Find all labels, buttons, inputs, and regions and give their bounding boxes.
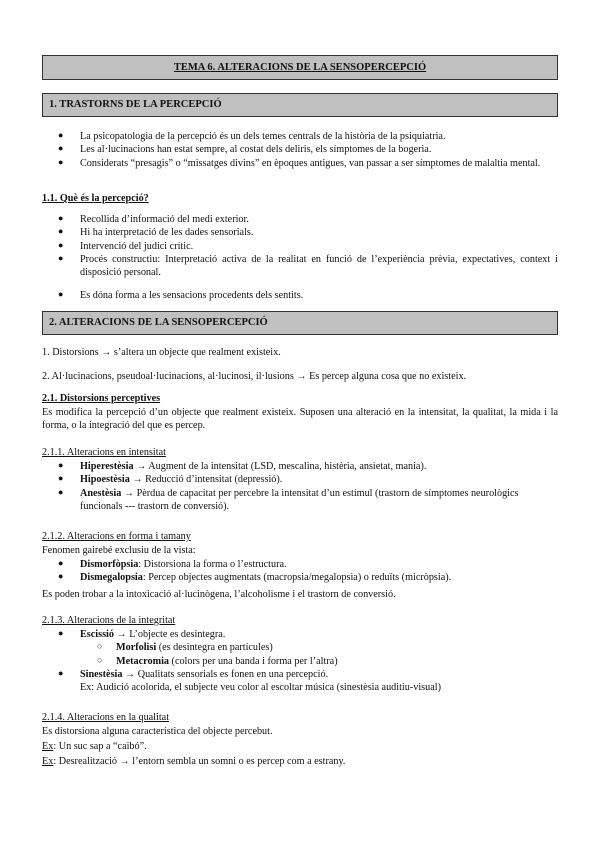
term: Metacromia [116, 655, 169, 667]
bullet-item: ● Considerats “presagis” o “missatges divins” en èpoques antigues, van passar a ser símptomes de malaltia mental. [42, 157, 558, 170]
bullet-item: ● Intervenció del judici crític. [42, 240, 558, 253]
bullet-item: ● Es dóna forma a les sensacions procedents dels sentits. [42, 289, 558, 302]
subsection-2-1-text: Es modifica la percepció d’un objecte que realment existeix. Suposen una alteració en la intensitat, la qualitat, la mida i la forma, o la integració del que es percep. [42, 407, 558, 432]
bullet-item: ● Hi ha interpretació de les dades sensorials. [42, 226, 558, 239]
description: → L’objecte es desintegra. [113, 629, 226, 640]
subsection-2-1-3-heading: 2.1.3. Alteracions de la integritat [42, 615, 176, 626]
bullet-item: ● Recollida d’informació del medi exterior. [42, 213, 558, 226]
subsection-2-1-2-heading: 2.1.2. Alteracions en forma i tamany [42, 531, 191, 542]
example-label: Ex [42, 741, 54, 752]
extra-bullet [42, 289, 558, 302]
sub-list-item [42, 641, 558, 654]
subsection-2-1-2-intro: Fenomen gairebé exclusiu de la vista: [42, 545, 196, 556]
subsection-2-1-heading: 2.1. Distorsions perceptives [42, 393, 161, 404]
term: Hiperestèsia [80, 461, 134, 472]
section-2-item-1: 1. Distorsions → s’altera un objecte que realment existeix. [42, 347, 281, 358]
section-2-item-2: 2. Al·lucinacions, pseudoal·lucinacions, al·lucinosi, il·lusions → Es percep alguna cosa que no existeix. [42, 371, 467, 382]
list-item [42, 460, 558, 473]
description: (colors per una banda i forma per l’altra) [169, 655, 338, 667]
subsection-2-1-2-after: Es poden trobar a la intoxicació al·lucinògena, l’alcoholisme i el trastorn de conversió. [42, 589, 396, 600]
term: Sinestèsia [80, 668, 123, 680]
list-item [42, 487, 558, 514]
subsection-2-1-2-list [42, 558, 558, 585]
description: → Augment de la intensitat (LSD, mescalina, histèria, ansietat, mania). [133, 461, 427, 472]
example-text: : Un suc sap a “caibó”. [53, 741, 147, 752]
sub-list-item [42, 655, 558, 668]
list-item [42, 628, 558, 641]
list-item [42, 558, 558, 571]
subsection-2-1-4-heading: 2.1.4. Alteracions en la qualitat [42, 712, 170, 723]
bullet-item: ● Procés constructiu: Interpretació activa de la realitat en funció de l’experiència prèvia, expectatives, context i disposició personal. [42, 253, 558, 280]
term: Dismegalopsia [80, 572, 143, 584]
section-1-bullets [42, 130, 558, 170]
document-title: TEMA 6. ALTERACIONS DE LA SENSOPERCEPCIÓ [42, 55, 558, 80]
example-label: Ex [42, 756, 54, 767]
description: : Distorsiona la forma o l’estructura. [138, 559, 287, 570]
subsection-1-1-heading: 1.1. Què és la percepció? [42, 193, 149, 204]
bullet-item: ● La psicopatologia de la percepció és un dels temes centrals de la història de la psiquiatria. [42, 130, 558, 143]
term: Morfolisi [116, 642, 157, 654]
example-1 [42, 740, 558, 753]
description: → Reducció d’intensitat (depressió). [129, 474, 283, 486]
example-text: Ex: Audició acolorida, el subjecte veu color al escoltar música (sinestèsia auditiu-visual) [80, 682, 441, 693]
list-item [42, 668, 558, 681]
subsection-2-1-3-list [42, 628, 558, 694]
subsection-2-1-1-list [42, 460, 558, 513]
list-item [42, 473, 558, 486]
term: Dismorfòpsia [80, 559, 139, 570]
example-text: : Desrealització → l’entorn sembla un somni o es percep com a estrany. [53, 756, 346, 767]
term: Anestèsia [80, 487, 122, 499]
term: Hipoestèsia [80, 474, 130, 486]
subsection-2-1-1-heading: 2.1.1. Alteracions en intensitat [42, 447, 166, 458]
description: → Qualitats sensorials es fonen en una percepció. [122, 668, 329, 680]
list-item [42, 571, 558, 584]
description: → Pèrdua de capacitat per percebre la intensitat d’un estímul (trastorn de símptomes neurològics funcionals --- trastorn de conversió). [80, 487, 519, 512]
description: (es desintegra en partícules) [156, 642, 273, 654]
example-2 [42, 755, 558, 768]
bullet-item: ● Les al·lucinacions han estat sempre, al costat dels deliris, els símptomes de la bogeria. [42, 143, 558, 156]
description: : Percep objectes augmentats (macropsia/megalopsia) o reduïts (micròpsia). [142, 572, 452, 584]
subsection-1-1-bullets [42, 213, 558, 279]
term: Escissió [80, 629, 114, 640]
section-2-heading: 2. ALTERACIONS DE LA SENSOPERCEPCIÓ [42, 311, 558, 335]
subsection-2-1-4-line: Es distorsiona alguna característica del objecte percebut. [42, 726, 273, 737]
section-1-heading: 1. TRASTORNS DE LA PERCEPCIÓ [42, 93, 558, 117]
